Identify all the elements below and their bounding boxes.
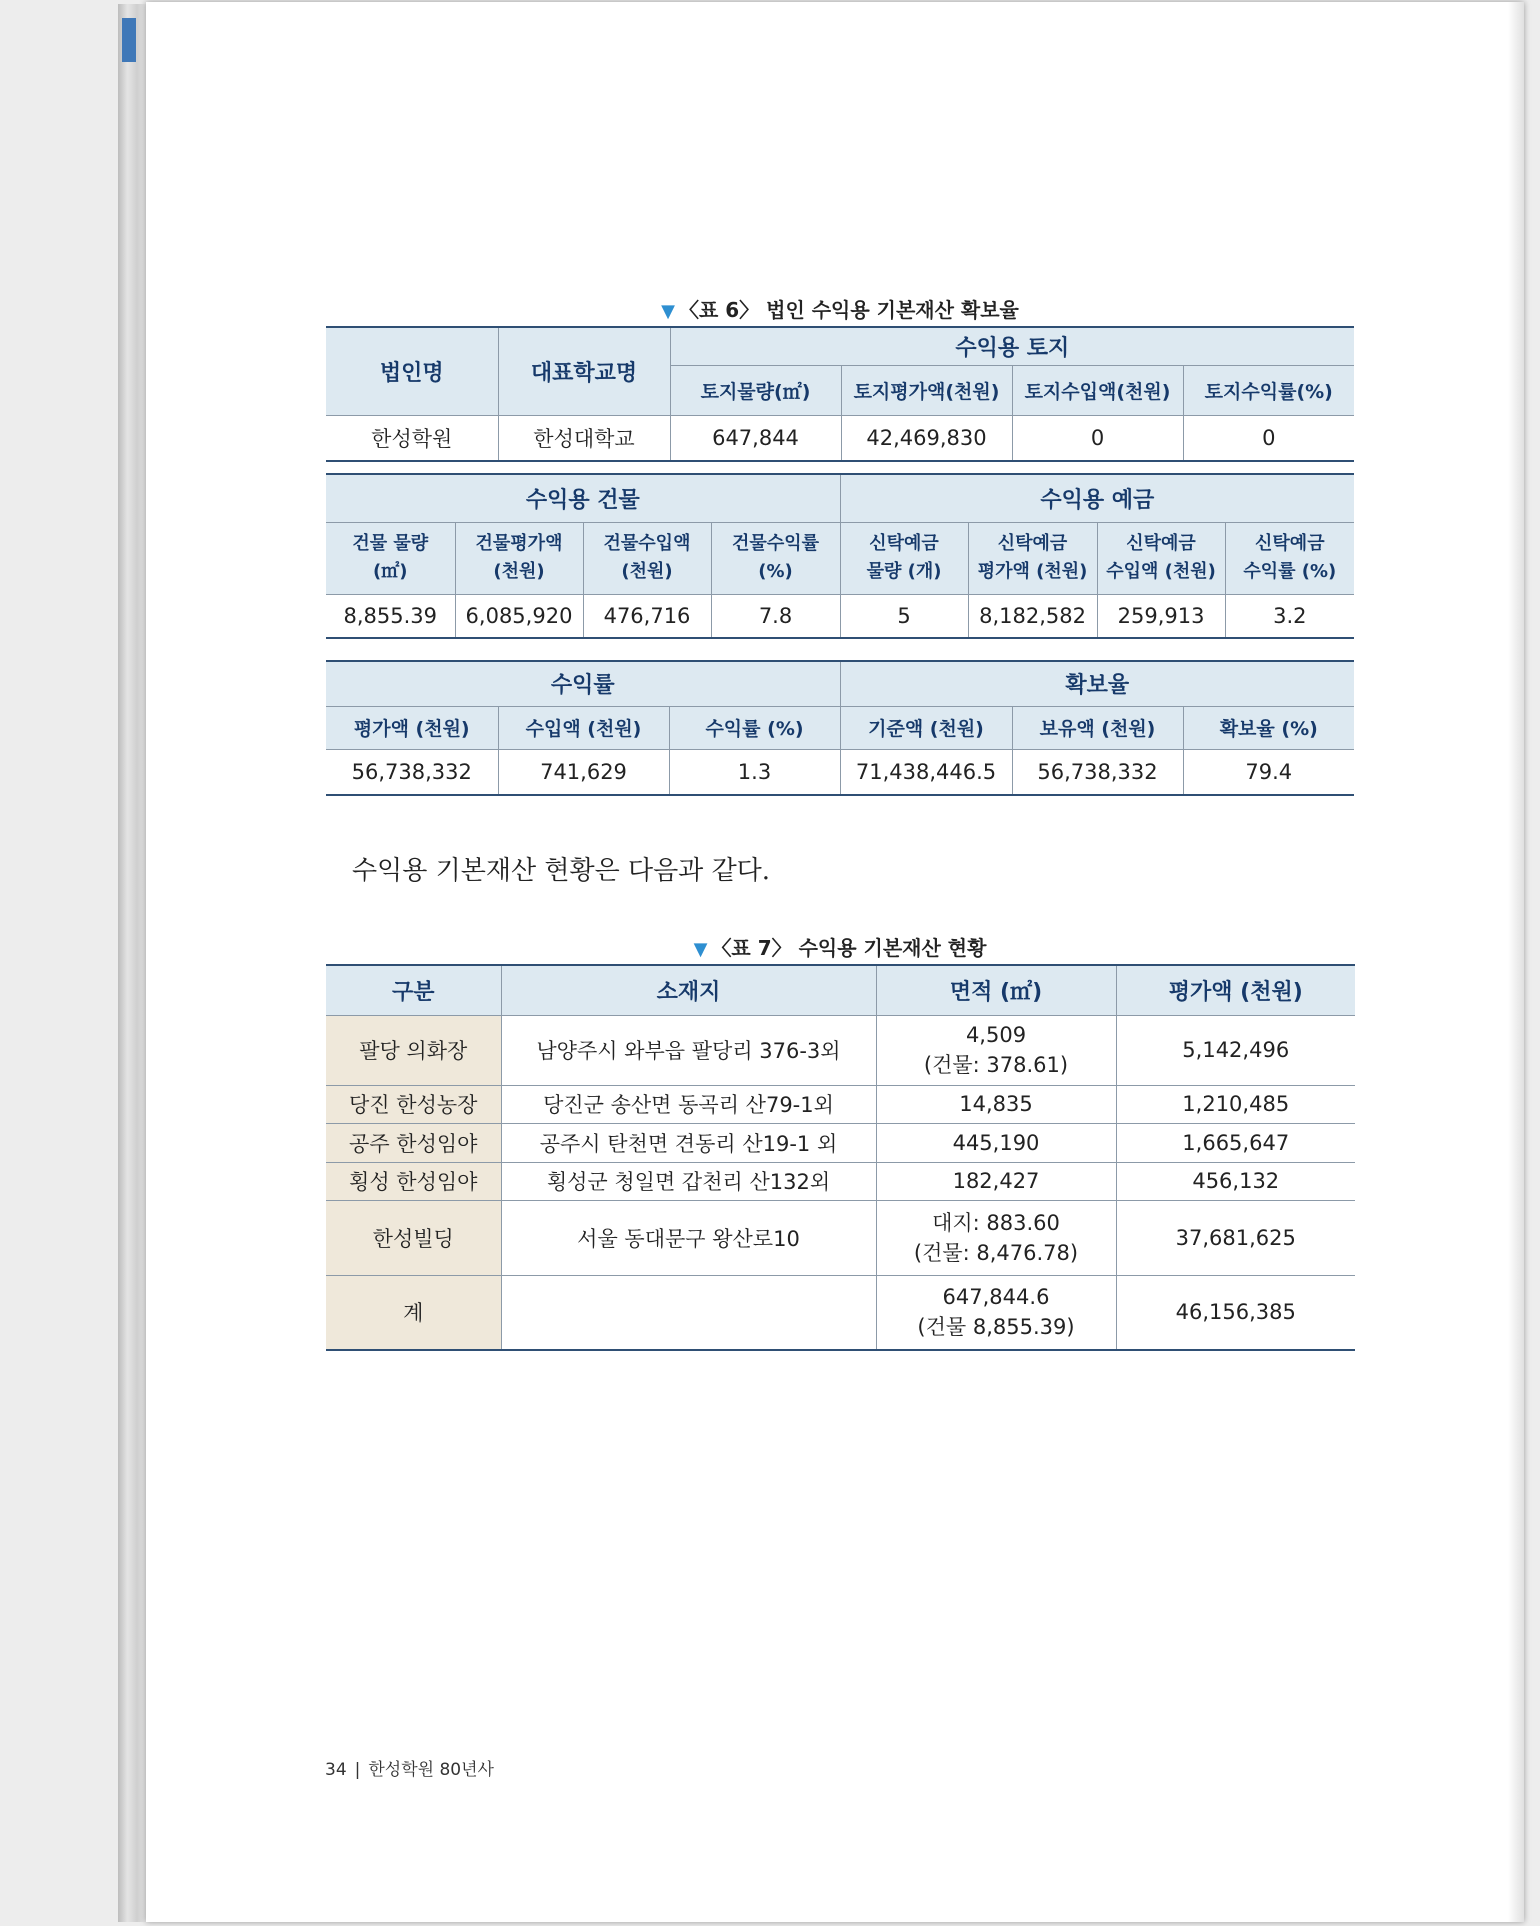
table7-caption [326,932,1354,960]
table6-caption-text: 〈표 6〉 법인 수익용 기본재산 확보율 [678,298,1019,322]
row-name: 한성빌딩 [326,1200,501,1275]
header-line: 수입액 (천원) [1106,561,1216,582]
header-deposit-return [1225,522,1354,594]
header-value: 평가액 (천원) [1116,965,1355,1015]
header-return: 수익률 [326,661,840,706]
page-shadow [1508,2,1524,1922]
row-location: 공주시 탄천면 견동리 산19-1 외 [501,1123,876,1162]
area-line: 4,509 [965,1023,1027,1047]
row-area: 14,835 [876,1085,1116,1123]
page-number: 34 [325,1760,347,1780]
row-name: 팔당 의화장 [326,1015,501,1085]
header-income-deposit: 수익용 예금 [840,474,1354,522]
header-income-land: 수익용 토지 [670,327,1354,365]
cell-deposit-value: 8,182,582 [968,594,1097,638]
cell-building-amount: 8,855.39 [326,594,455,638]
header-land-amount: 토지물량(㎡) [670,365,841,415]
cell-school: 한성대학교 [498,415,670,461]
page-edge-tab [122,18,136,62]
header-land-value: 토지평가액(천원) [841,365,1012,415]
table-row [326,1085,1355,1123]
cell-building-income: 476,716 [583,594,711,638]
cell-return-rate: 1.3 [669,749,840,795]
header-deposit-income [1097,522,1225,594]
row-value: 5,142,496 [1116,1015,1355,1085]
header-income-building: 수익용 건물 [326,474,840,522]
header-line: 평가액 (천원) [977,561,1088,582]
cell-income-value: 741,629 [498,749,669,795]
row-name: 횡성 한성임야 [326,1162,501,1200]
row-value: 37,681,625 [1116,1200,1355,1275]
cell-held-value: 56,738,332 [1012,749,1183,795]
header-category: 구분 [326,965,501,1015]
row-value: 1,210,485 [1116,1085,1355,1123]
book-page [146,2,1524,1922]
header-deposit-value [968,522,1097,594]
header-land-income: 토지수입액(천원) [1012,365,1183,415]
row-value: 46,156,385 [1116,1275,1355,1350]
cell-base-value: 71,438,446.5 [840,749,1012,795]
header-line: 신탁예금 [869,533,939,554]
body-paragraph: 수익용 기본재산 현황은 다음과 같다. [352,856,771,886]
header-secure: 확보율 [840,661,1354,706]
header-corp-name: 법인명 [326,327,498,415]
header-line: 신탁예금 [1126,533,1196,554]
cell-corp: 한성학원 [326,415,498,461]
table6-land [326,326,1354,462]
header-line: (%) [758,561,793,582]
header-line: 신탁예금 [1255,533,1325,554]
cell-building-return: 7.8 [711,594,840,638]
header-eval-value: 평가액 (천원) [326,706,498,749]
header-held-value: 보유액 (천원) [1012,706,1183,749]
caption-triangle-icon: ▼ [661,301,675,322]
row-value: 456,132 [1116,1162,1355,1200]
header-area: 면적 (㎡) [876,965,1116,1015]
book-title: 한성학원 80년사 [368,1760,494,1780]
cell-land-value: 42,469,830 [841,415,1012,461]
row-name: 당진 한성농장 [326,1085,501,1123]
header-line: 건물수입액 [603,533,691,554]
row-area: 445,190 [876,1123,1116,1162]
header-line: (천원) [493,561,545,582]
area-line: (건물: 378.61) [923,1053,1069,1077]
header-line: 물량 (개) [866,561,942,582]
row-location: 당진군 송산면 동곡리 산79-1외 [501,1085,876,1123]
header-line: 수익률 (%) [1243,561,1337,582]
header-line: 건물 물량 [352,533,429,554]
row-area [876,1200,1116,1275]
header-line: (천원) [621,561,673,582]
header-building-value [455,522,583,594]
row-name: 공주 한성임야 [326,1123,501,1162]
row-area [876,1015,1116,1085]
page-footer [325,1755,494,1780]
header-line: (㎡) [373,561,408,582]
header-building-amount [326,522,455,594]
table6-building-deposit [326,473,1354,639]
header-building-income [583,522,711,594]
area-line: (건물: 8,476.78) [913,1240,1079,1265]
row-value: 1,665,647 [1116,1123,1355,1162]
header-location: 소재지 [501,965,876,1015]
row-location: 서울 동대문구 왕산로10 [501,1200,876,1275]
table-row [326,1123,1355,1162]
header-return-rate: 수익률 (%) [669,706,840,749]
header-deposit-amount [840,522,968,594]
header-land-return: 토지수익률(%) [1183,365,1354,415]
row-name: 계 [326,1275,501,1350]
table7-caption-text: 〈표 7〉 수익용 기본재산 현황 [711,936,987,960]
cell-deposit-return: 3.2 [1225,594,1354,638]
table-row-total [326,1275,1355,1350]
table-row [326,1015,1355,1085]
header-school-name: 대표학교명 [498,327,670,415]
row-location: 횡성군 청일면 갑천리 산132외 [501,1162,876,1200]
footer-separator: | [354,1760,361,1780]
header-line: 건물평가액 [475,533,563,554]
row-area [876,1275,1116,1350]
area-line: (건물 8,855.39) [917,1315,1075,1340]
table6-return-secure [326,660,1354,796]
table-row [326,1200,1355,1275]
table-row [326,1162,1355,1200]
table7-assets [326,964,1355,1351]
table6-caption [326,294,1354,322]
header-building-return [711,522,840,594]
cell-deposit-amount: 5 [840,594,968,638]
cell-secure-rate: 79.4 [1183,749,1354,795]
header-line: 신탁예금 [997,533,1068,554]
cell-land-income: 0 [1012,415,1183,461]
header-base-value: 기준액 (천원) [840,706,1012,749]
header-secure-rate: 확보율 (%) [1183,706,1354,749]
caption-triangle-icon: ▼ [693,939,708,960]
cell-land-return: 0 [1183,415,1354,461]
row-area: 182,427 [876,1162,1116,1200]
cell-building-value: 6,085,920 [455,594,583,638]
row-location: 남양주시 와부읍 팔당리 376-3외 [501,1015,876,1085]
row-location [501,1275,876,1350]
header-income-value: 수입액 (천원) [498,706,669,749]
area-line: 647,844.6 [942,1285,1050,1310]
header-line: 건물수익률 [732,533,819,554]
cell-deposit-income: 259,913 [1097,594,1225,638]
area-line: 대지: 883.60 [932,1210,1060,1235]
cell-eval-value: 56,738,332 [326,749,498,795]
cell-land-amount: 647,844 [670,415,841,461]
